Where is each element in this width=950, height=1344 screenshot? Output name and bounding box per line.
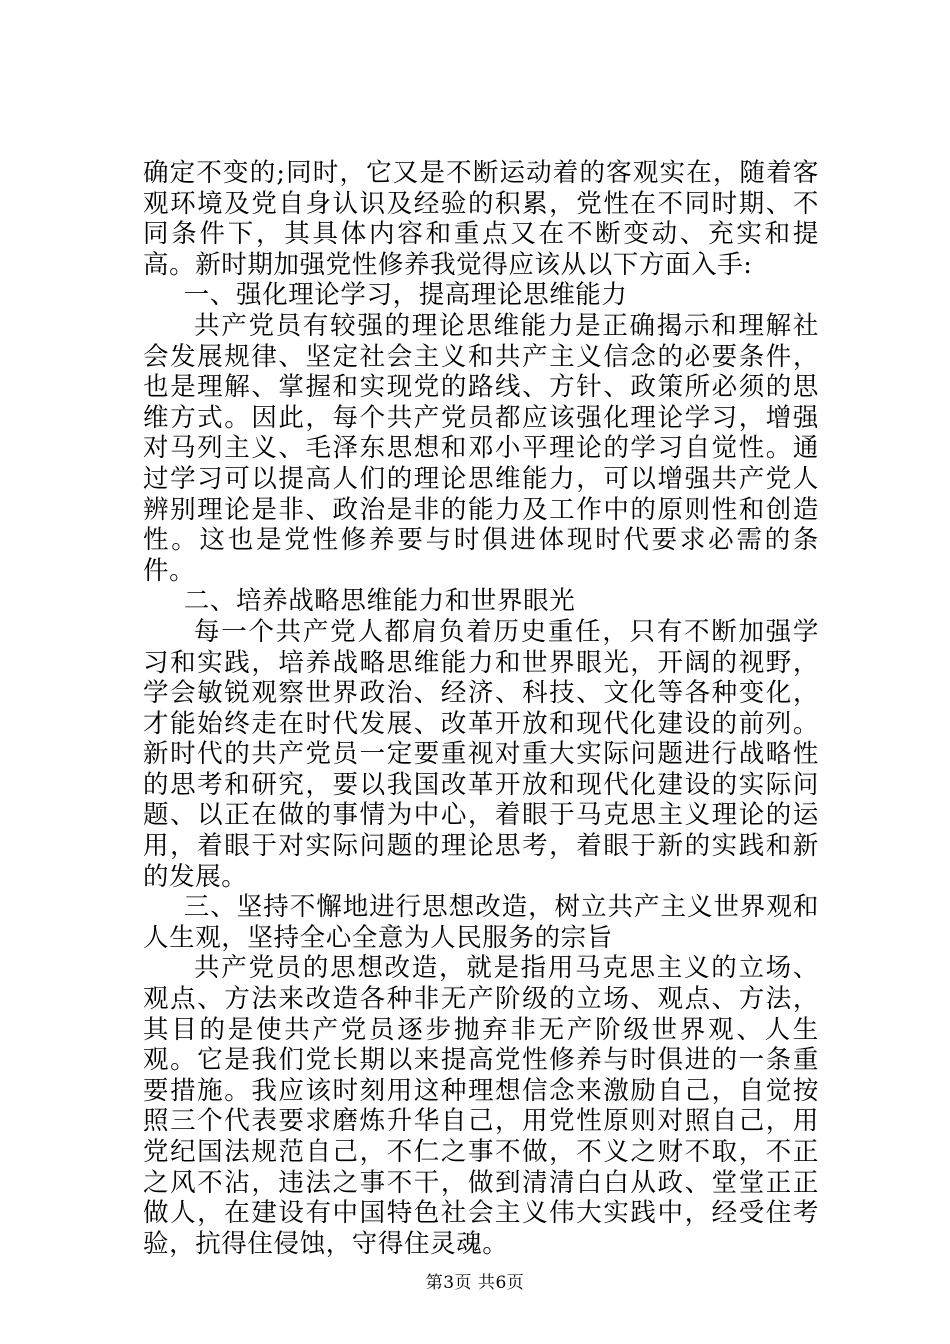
section-paragraph-2: 每一个共产党人都肩负着历史重任，只有不断加强学习和实践，培养战略思维能力和世界眼光，开阔的视野，学会敏锐观察世界政治、经济、科技、文化等各种变化，才能始终走在时代发展、改革开放和现代化建设的前列。新时代的共产党员一定要重视对重大实际问题进行战略性的思考和研究，要以我国改革开放和现代化建设的实际问题、以正在做的事情为中心，着眼于马克思主义理论的运用，着眼于对实际问题的理论思考，着眼于新的实践和新的发展。 — [143, 616, 819, 892]
section-heading-3: 三、坚持不懈地进行思想改造，树立共产主义世界观和人生观，坚持全心全意为人民服务的宗旨 — [143, 892, 819, 953]
section-paragraph-1: 共产党员有较强的理论思维能力是正确揭示和理解社会发展规律、坚定社会主义和共产主义信念的必要条件，也是理解、掌握和实现党的路线、方针、政策所必须的思维方式。因此，每个共产党员都应该强化理论学习，增强对马列主义、毛泽东思想和邓小平理论的学习自觉性。通过学习可以提高人们的理论思维能力，可以增强共产党人辨别理论是非、政治是非的能力及工作中的原则性和创造性。这也是党性修养要与时俱进体现时代要求必需的条件。 — [143, 310, 819, 586]
document-body — [143, 158, 819, 1259]
section-heading-1: 一、强化理论学习，提高理论思维能力 — [183, 280, 628, 311]
continuation-paragraph: 确定不变的;同时，它又是不断运动着的客观实在，随着客观环境及党自身认识及经验的积累，党性在不同时期、不同条件下，其具体内容和重点又在不断变动、充实和提高。新时期加强党性修养我觉得应该从以下方面入手: — [143, 158, 819, 280]
page-number-footer: 第3页 共6页 — [425, 1273, 525, 1293]
section-heading-2: 二、培养战略思维能力和世界眼光 — [183, 586, 576, 617]
section-paragraph-3: 共产党员的思想改造，就是指用马克思主义的立场、观点、方法来改造各种非无产阶级的立场、观点、方法，其目的是使共产党员逐步抛弃非无产阶级世界观、人生观。它是我们党长期以来提高党性修养与时俱进的一条重要措施。我应该时刻用这种理想信念来激励自己，自觉按照三个代表要求磨炼升华自己，用党性原则对照自己，用党纪国法规范自己，不仁之事不做，不义之财不取，不正之风不沾，违法之事不干，做到清清白白从政、堂堂正正做人，在建设有中国特色社会主义伟大实践中，经受住考验，抗得住侵蚀，守得住灵魂。 — [143, 953, 819, 1259]
